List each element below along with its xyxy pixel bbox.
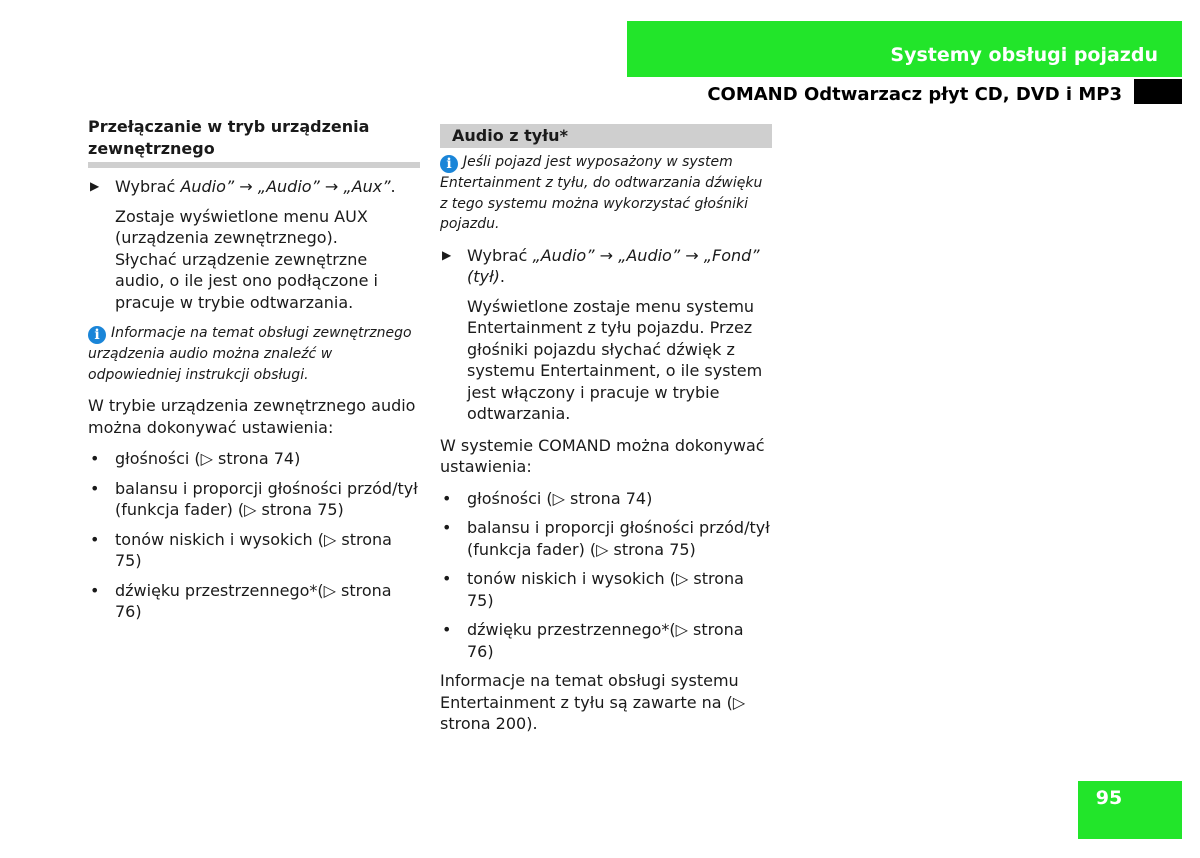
- section-title: COMAND Odtwarzacz płyt CD, DVD i MP3: [707, 84, 1122, 105]
- list-item: • tonów niskich i wysokich (▷ strona 75): [440, 568, 772, 611]
- left-result-2: Słychać urządzenie zewnętrzne audio, o ile jest ono podłączone i pracuje w trybie odtwarzania.: [115, 249, 378, 312]
- triangle-right-icon: ▶: [442, 247, 452, 262]
- left-result: [88, 206, 420, 314]
- left-result-1: Zostaje wyświetlone menu AUX (urządzenia zewnętrznego).: [115, 206, 368, 247]
- right-step-italic: „Audio” → „Audio” → „Fond” (tył): [467, 245, 760, 286]
- list-item: • głośności (▷ strona 74): [440, 488, 772, 510]
- info-icon: i: [440, 155, 458, 173]
- list-item: • tonów niskich i wysokich (▷ strona 75): [88, 529, 420, 572]
- list-item: • dźwięku przestrzennego*(▷ strona 76): [440, 619, 772, 662]
- right-bullet-list: [440, 488, 772, 663]
- left-step-suffix: .: [390, 177, 396, 196]
- left-note-text: Informacje na temat obsługi zewnętrznego urządzenia audio można znaleźć w odpowiedniej instrukcji obsługi.: [88, 325, 412, 383]
- left-step-italic: Audio” → „Audio” → „Aux”: [180, 177, 391, 196]
- chapter-title: Systemy obsługi pojazdu: [890, 44, 1158, 66]
- right-step: [440, 245, 772, 288]
- triangle-right-icon: ▶: [90, 179, 100, 193]
- left-step: [88, 176, 420, 198]
- list-item: • balansu i proporcji głośności przód/tył (funkcja fader) (▷ strona 75): [440, 517, 772, 560]
- right-heading: Audio z tyłu*: [440, 124, 772, 148]
- left-step-prefix: Wybrać: [115, 177, 181, 196]
- left-bullet-list: [88, 448, 420, 623]
- section-marker: [1134, 79, 1182, 104]
- chapter-bar: [627, 21, 1182, 77]
- right-column: [440, 124, 772, 745]
- list-item: • balansu i proporcji głośności przód/tył (funkcja fader) (▷ strona 75): [88, 478, 420, 521]
- left-note: [88, 323, 420, 385]
- left-heading: Przełączanie w tryb urządzenia zewnętrznego: [88, 116, 420, 168]
- right-note-text: Jeśli pojazd jest wyposażony w system Entertainment z tyłu, do odtwarzania dźwięku z tego systemu można wykorzystać głośniki pojazdu.: [440, 154, 763, 232]
- right-footer: Informacje na temat obsługi systemu Entertainment z tyłu są zawarte na (▷ strona 200).: [440, 671, 746, 733]
- page-number: 95: [1095, 787, 1123, 809]
- list-item: • dźwięku przestrzennego*(▷ strona 76): [88, 580, 420, 623]
- left-column: [88, 116, 420, 631]
- right-step-suffix: .: [499, 267, 505, 286]
- right-step-prefix: Wybrać: [467, 245, 533, 265]
- right-intro: W systemie COMAND można dokonywać ustawienia:: [440, 435, 765, 476]
- list-item: • głośności (▷ strona 74): [88, 448, 420, 470]
- right-result: Wyświetlone zostaje menu systemu Entertainment z tyłu pojazdu. Przez głośniki pojazdu słychać dźwięk z systemu Entertainment, o ile system jest włączony i pracuje w trybie odtwarzania.: [467, 296, 763, 423]
- info-icon: i: [88, 326, 106, 344]
- left-intro: W trybie urządzenia zewnętrznego audio można dokonywać ustawienia:: [88, 396, 416, 437]
- page-number-box: [1078, 781, 1182, 839]
- right-note: [440, 152, 772, 235]
